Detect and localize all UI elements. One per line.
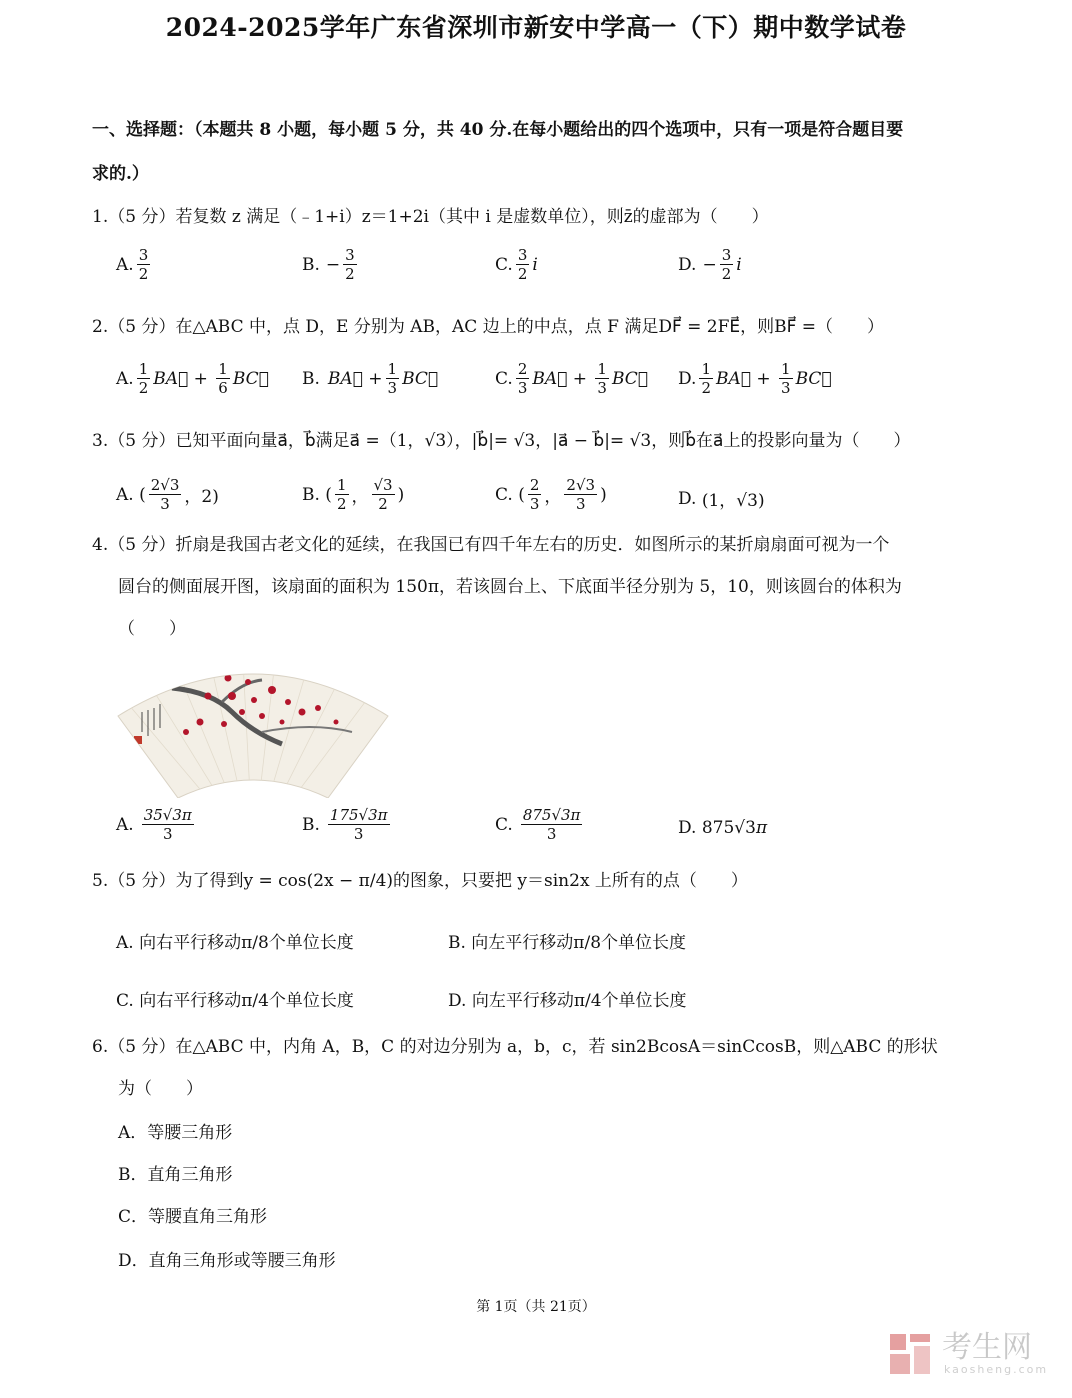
q4-option-d: D. 875√3 π bbox=[678, 818, 768, 838]
q2-option-a: A. $\frac{1}{2}$ BA⃗ + $\frac{1}{6}$ BC⃗ bbox=[116, 360, 269, 397]
q4-stem-line3: （ ） bbox=[118, 619, 186, 639]
q5-option-c: C. 向右平行移动π/4个单位长度 bbox=[116, 991, 354, 1011]
page-footer: 第 1页（共 21页） bbox=[476, 1299, 596, 1315]
section-heading-line2: 求的.） bbox=[92, 164, 149, 184]
logo-subtext: kaosheng.com bbox=[944, 1362, 1049, 1376]
q4-stem-line1: 4.（5 分）折扇是我国古老文化的延续，在我国已有四千年左右的历史．如图所示的某折扇扇面可视为一个 bbox=[92, 535, 890, 555]
q5-option-d: D. 向左平行移动π/4个单位长度 bbox=[448, 991, 687, 1011]
q1-option-d-label: D. bbox=[678, 254, 697, 275]
q4-stem-line2: 圆台的侧面展开图，该扇面的面积为 150π，若该圆台上、下底面半径分别为 5，10，则该圆台的体积为 bbox=[118, 577, 902, 597]
q1-stem: 1.（5 分）若复数 z 满足（﹣1+i）z＝1+2i（其中 i 是虚数单位），则z̄的虚部为（ ） bbox=[92, 207, 769, 227]
kaosheng-logo bbox=[888, 1328, 1058, 1380]
q6-option-d: D．直角三角形或等腰三角形 bbox=[118, 1251, 336, 1271]
q1-option-a-label: A. bbox=[116, 254, 134, 275]
q1-option-a bbox=[116, 246, 153, 283]
section-heading-line1: 一、选择题：（本题共 8 小题，每小题 5 分，共 40 分.在每小题给出的四个选项中，只有一项是符合题目要 bbox=[92, 120, 904, 140]
q4-option-b: B. $\frac{175√3\pi}{3}$ bbox=[302, 806, 388, 843]
q4-option-c: C. $\frac{875√3\pi}{3}$ bbox=[495, 806, 581, 843]
q4-option-a: A. $\frac{35√3\pi}{3}$ bbox=[116, 806, 192, 843]
q3-option-c: C. ( $\frac{2}{3}$ ， $\frac{2√3}{3}$ ) bbox=[495, 476, 607, 513]
logo-text: 考生网 bbox=[942, 1329, 1032, 1365]
q1-option-b: B. − $\frac{3}{2}$ bbox=[302, 246, 355, 283]
q6-option-c: C．等腰直角三角形 bbox=[118, 1207, 268, 1227]
q2-option-d: D. $\frac{1}{2}$ BA⃗ + $\frac{1}{3}$ BC⃗ bbox=[678, 360, 832, 397]
q1-option-b-label: B. bbox=[302, 254, 320, 275]
q5-option-a: A. 向右平行移动π/8个单位长度 bbox=[116, 933, 354, 953]
q1-option-a-value: $\frac{3}{2}$ bbox=[138, 246, 149, 283]
q3-option-b: B. ( $\frac{1}{2}$ ， $\frac{√3}{2}$ ) bbox=[302, 476, 405, 513]
q5-option-b: B. 向左平行移动π/8个单位长度 bbox=[448, 933, 687, 953]
q6-stem-line2: 为（ ） bbox=[118, 1079, 203, 1099]
q2-option-c: C. $\frac{2}{3}$ BA⃗ + $\frac{1}{3}$ BC⃗ bbox=[495, 360, 648, 397]
q2-stem: 2.（5 分）在△ABC 中，点 D，E 分别为 AB，AC 边上的中点，点 F 满足DF⃗ = 2FE⃗，则BF⃗ =（ ） bbox=[92, 317, 885, 337]
q6-option-b: B．直角三角形 bbox=[118, 1165, 233, 1185]
q1-option-d: D. − $\frac{3}{2}$ i bbox=[678, 246, 742, 283]
q1-option-c: C. $\frac{3}{2}$ i bbox=[495, 246, 538, 283]
folding-fan-image bbox=[112, 652, 394, 798]
kaosheng-logo-icon bbox=[888, 1332, 932, 1376]
document-title: 2024-2025学年广东省深圳市新安中学高一（下）期中数学试卷 bbox=[165, 13, 907, 42]
q2-option-b: B. BA⃗ + $\frac{1}{3}$ BC⃗ bbox=[302, 360, 439, 397]
q3-option-d: D. (1，√3) bbox=[678, 488, 765, 511]
q3-stem: 3.（5 分）已知平面向量a⃗，b⃗满足a⃗ =（1，√3），|b⃗|= √3，|a⃗ − b⃗|= √3，则b⃗在a⃗上的投影向量为（ ） bbox=[92, 431, 911, 451]
q5-stem: 5.（5 分）为了得到y = cos(2x − π/4)的图象，只要把 y＝sin2x 上所有的点（ ） bbox=[92, 871, 748, 891]
q6-option-a: A．等腰三角形 bbox=[118, 1123, 233, 1143]
q3-option-a: A. ( $\frac{2√3}{3}$ ，2) bbox=[116, 476, 219, 513]
q1-option-c-label: C. bbox=[495, 254, 513, 275]
q6-stem-line1: 6.（5 分）在△ABC 中，内角 A，B，C 的对边分别为 a，b，c，若 sin2BcosA＝sinCcosB，则△ABC 的形状 bbox=[92, 1037, 938, 1057]
